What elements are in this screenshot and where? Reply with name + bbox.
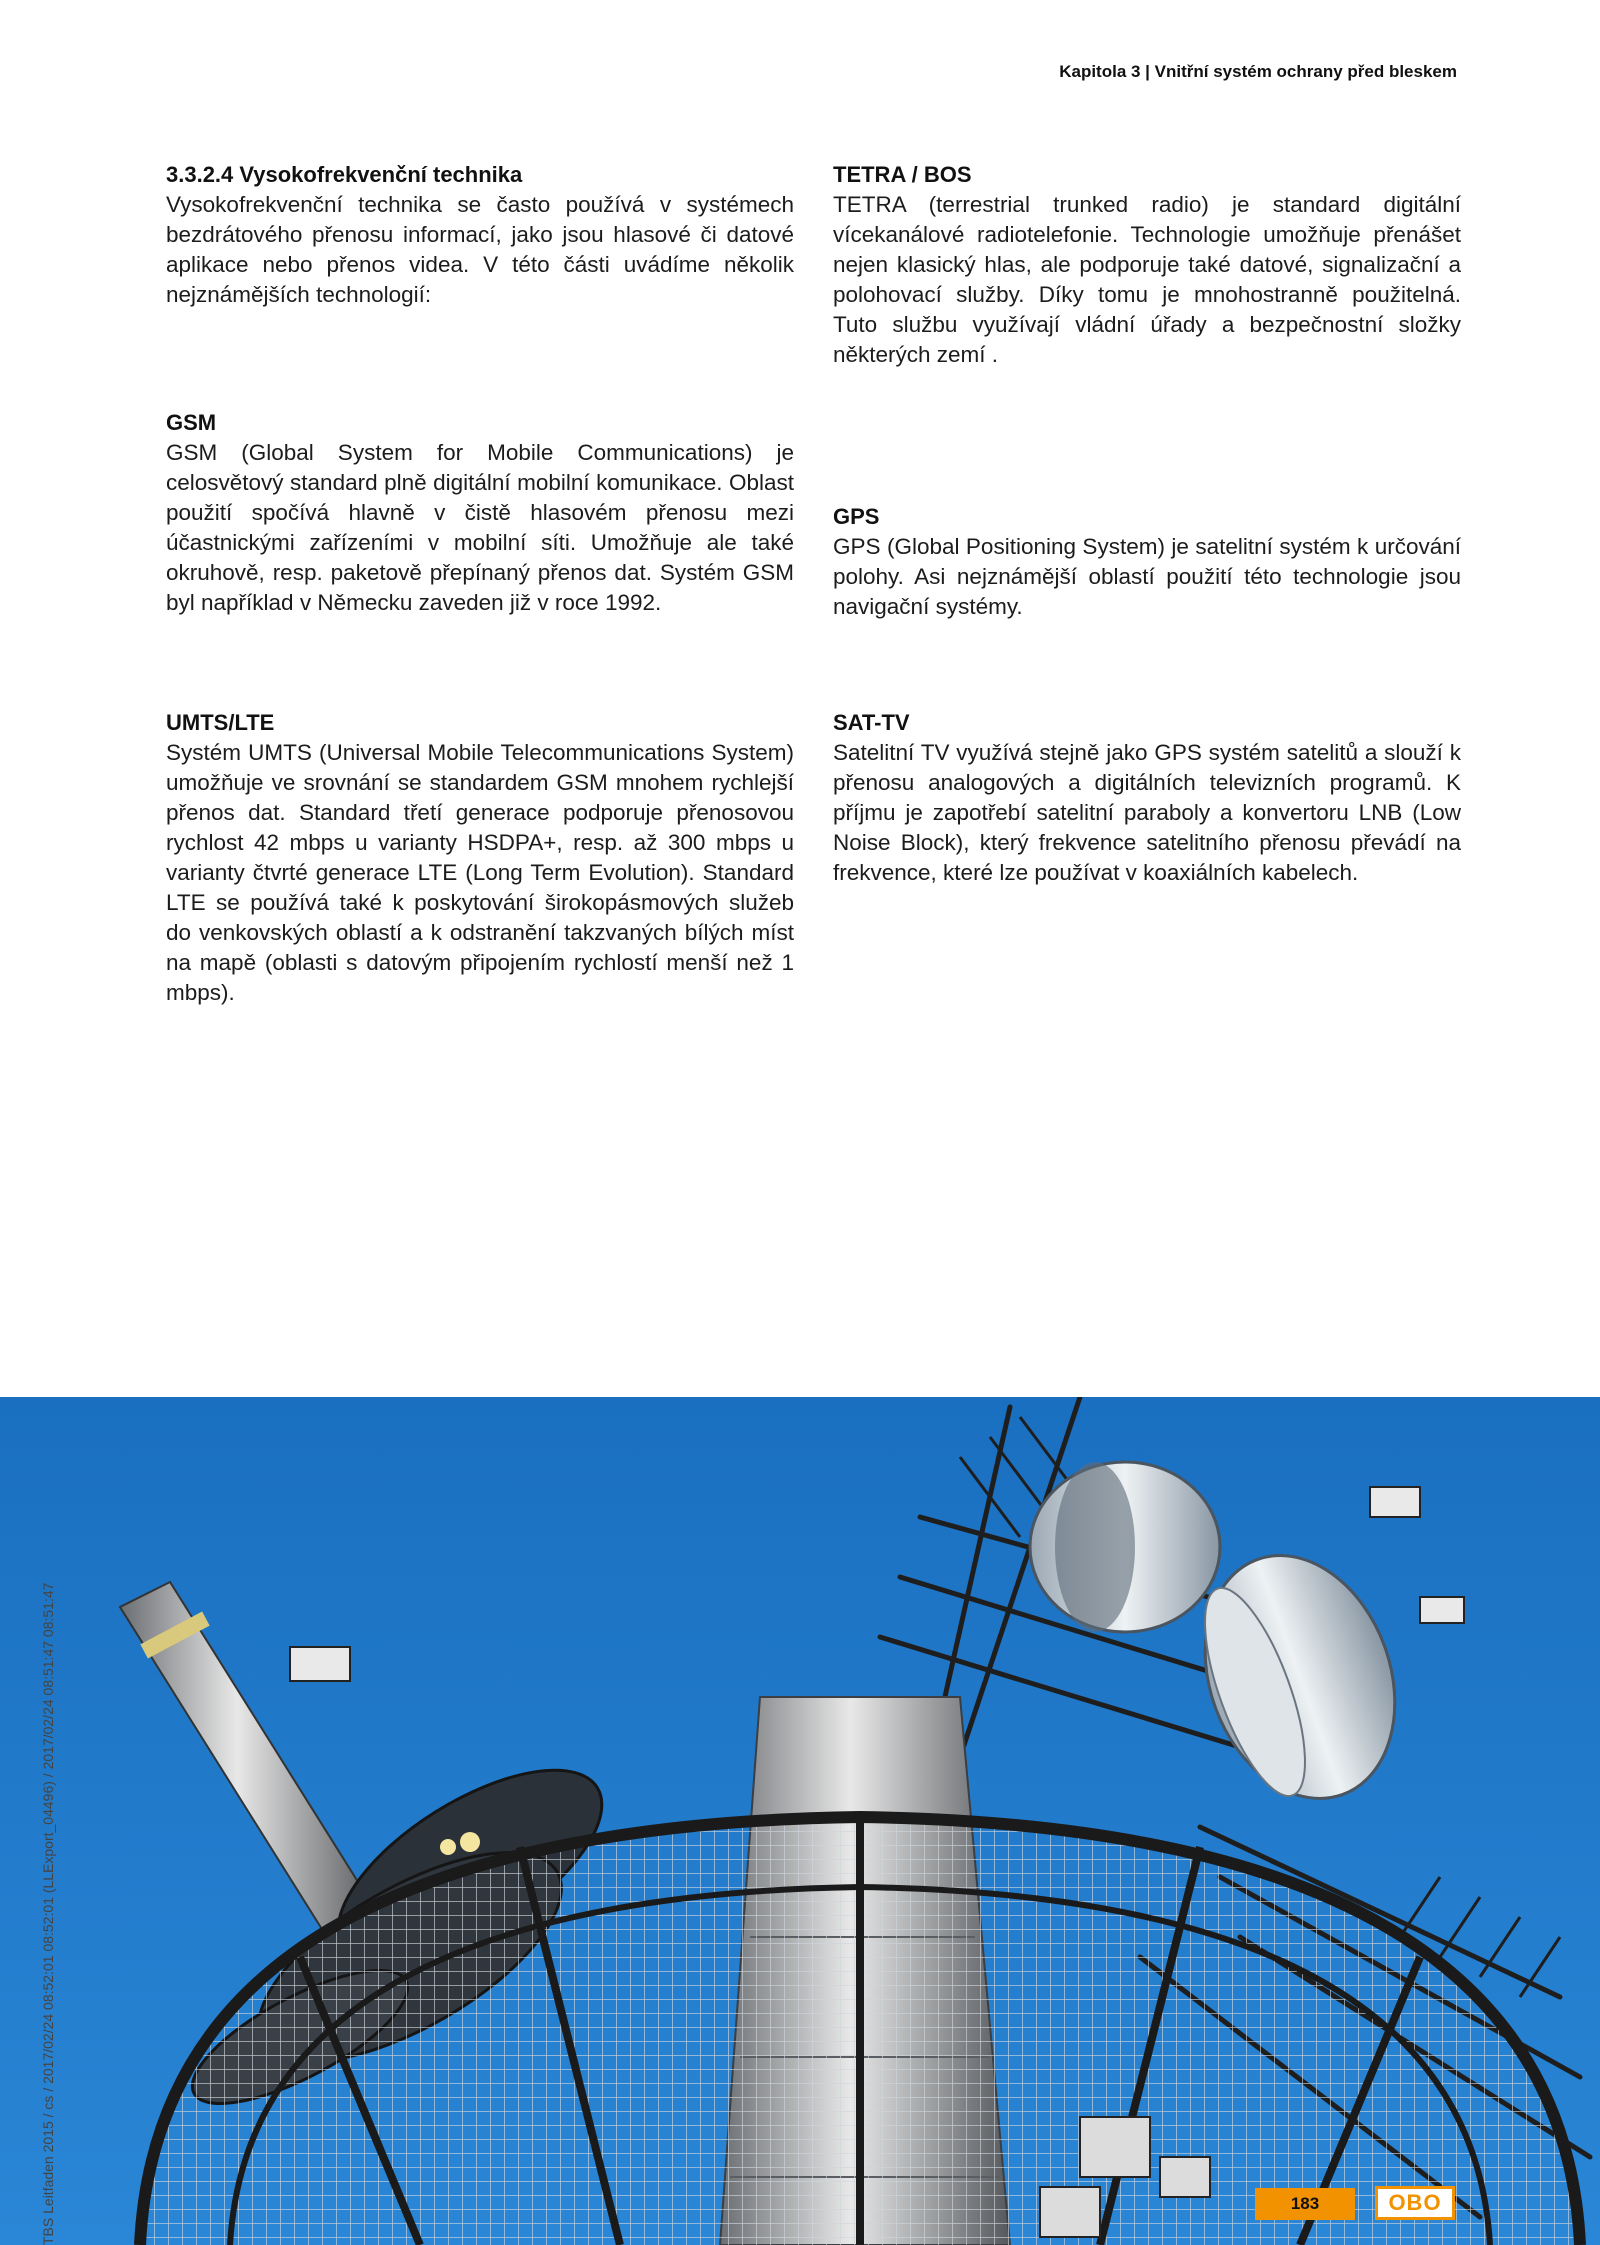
section-body: Satelitní TV využívá stejně jako GPS systém satelitů a slouží k přenosu analogových a digitálních televizních programů. K příjmu je zapotřebí satelitní paraboly a konvertoru LNB (Low Noise Block), který frekvence satelitního přenosu převádí na frekvence, které lze používat v koaxiálních kabelech. [833, 740, 1461, 885]
section-body: Vysokofrekvenční technika se často používá v systémech bezdrátového přenosu informací, jako jsou hlasové či datové aplikace nebo přenos videa. V této části uvádíme několik nejznámějších technologií: [166, 192, 794, 307]
section-title: GSM [166, 410, 217, 435]
section-title: GPS [833, 504, 880, 529]
page-number: 183 [1255, 2188, 1355, 2220]
section-body: GSM (Global System for Mobile Communications) je celosvětový standard plně digitální mobilní komunikace. Oblast použití spočívá hlavně v čistě hlasovém přenosu mezi účastnickými zařízeními v mobilní síti. Umožňuje ale také okruhově, resp. paketově přepínaný přenos dat. Systém GSM byl například v Německu zaveden již v roce 1992. [166, 440, 794, 615]
section-title: TETRA / BOS [833, 162, 972, 187]
obo-logo: OBO [1375, 2186, 1455, 2220]
section-gsm [166, 408, 794, 618]
section-body: TETRA (terrestrial trunked radio) je standard digitální vícekanálové radiotelefonie. Technologie umožňuje přenášet nejen klasický hlas, ale podporuje také datové, signalizační a polohovací služby. Díky tomu je mnohostranně použitelná. Tuto službu využívají vládní úřady a bezpečnostní složky některých zemí . [833, 192, 1461, 367]
section-title: SAT-TV [833, 710, 910, 735]
section-umts [166, 708, 794, 1008]
antenna-tower-photo [0, 1397, 1600, 2245]
section-title: UMTS/LTE [166, 710, 275, 735]
section-body: GPS (Global Positioning System) je satelitní systém k určování polohy. Asi nejznámější oblastí použití této technologie jsou navigační systémy. [833, 534, 1461, 619]
section-vf [166, 160, 794, 310]
side-metadata: TBS Leitfaden 2015 / cs / 2017/02/24 08:52:01 08:52:01 (LLExport_04496) / 2017/02/24 08:51:47 08:51:47 [40, 1582, 56, 2245]
section-sattv [833, 708, 1461, 888]
section-body: Systém UMTS (Universal Mobile Telecommunications System) umožňuje ve srovnání se standardem GSM mnohem rychlejší přenos dat. Standard třetí generace podporuje přenosovou rychlost 42 mbps u varianty HSDPA+, resp. až 300 mbps u varianty čtvrté generace LTE (Long Term Evolution). Standard LTE se používá také k poskytování širokopásmových služeb do venkovských oblastí a k odstranění takzvaných bílých míst na mapě (oblasti s datovým připojením rychlostí menší než 1 mbps). [166, 740, 794, 1005]
section-tetra [833, 160, 1461, 370]
chapter-header: Kapitola 3 | Vnitřní systém ochrany před bleskem [1059, 62, 1457, 81]
section-title: 3.3.2.4 Vysokofrekvenční technika [166, 162, 523, 187]
section-gps [833, 502, 1461, 622]
